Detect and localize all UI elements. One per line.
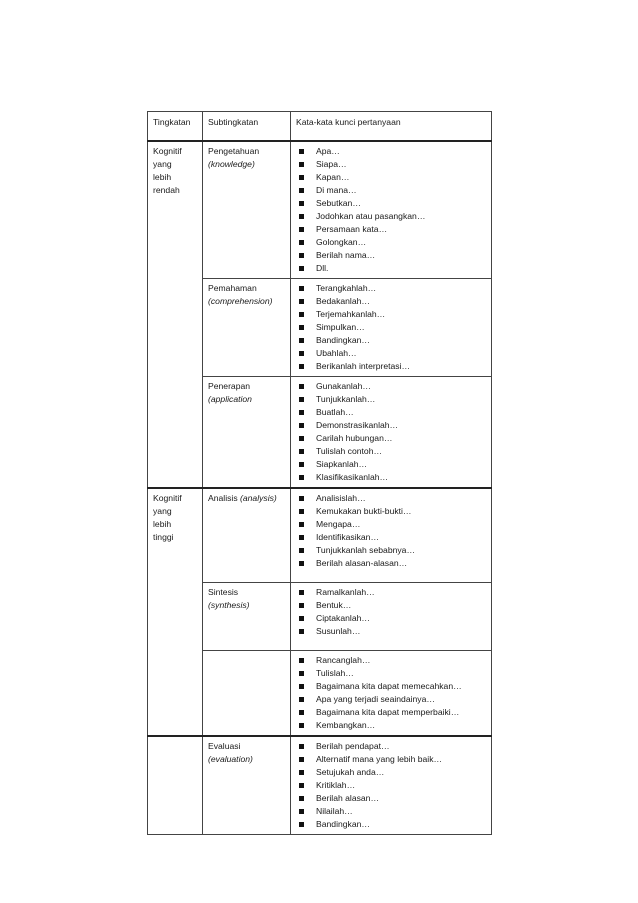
level-cell (148, 141, 203, 488)
keyword-item: Tulislah contoh… (296, 445, 486, 458)
keyword-item: Rancanglah… (296, 654, 486, 667)
keyword-item: Tunjukkanlah sebabnya… (296, 544, 486, 557)
keyword-item: Ramalkanlah… (296, 586, 486, 599)
keyword-item: Identifikasikan… (296, 531, 486, 544)
subtingkatan-cell (203, 377, 291, 489)
keyword-item: Ciptakanlah… (296, 612, 486, 625)
subtingkatan-name: Penerapan (208, 381, 251, 391)
subtingkatan-cell (203, 141, 291, 279)
keyword-item: Tunjukkanlah… (296, 393, 486, 406)
keywords-cell (291, 488, 492, 583)
subtingkatan-cell (203, 736, 291, 835)
level-label-line: rendah (153, 185, 180, 195)
subtingkatan-name: Analisis (208, 493, 238, 503)
keyword-item: Buatlah… (296, 406, 486, 419)
keywords-cell (291, 583, 492, 651)
keyword-item: Kritiklah… (296, 779, 486, 792)
keyword-item: Bandingkan… (296, 334, 486, 347)
keyword-item: Terangkahlah… (296, 282, 486, 295)
keyword-item: Apa… (296, 145, 486, 158)
level-label-line: lebih (153, 172, 172, 182)
level-label-line: yang (153, 506, 172, 516)
keyword-item: Ubahlah… (296, 347, 486, 360)
table-row (148, 141, 492, 279)
keyword-item: Bentuk… (296, 599, 486, 612)
keywords-cell (291, 141, 492, 279)
header-kata-kunci: Kata-kata kunci pertanyaan (291, 112, 492, 142)
level-label-line: tinggi (153, 532, 174, 542)
keyword-item: Jodohkan atau pasangkan… (296, 210, 486, 223)
keyword-list (296, 654, 486, 732)
keyword-item: Alternatif mana yang lebih baik… (296, 753, 486, 766)
keyword-item: Sebutkan… (296, 197, 486, 210)
keyword-item: Siapa… (296, 158, 486, 171)
header-tingkatan: Tingkatan (148, 112, 203, 142)
table-body (148, 141, 492, 835)
keywords-cell (291, 377, 492, 489)
keyword-item: Berilah nama… (296, 249, 486, 262)
keyword-item: Di mana… (296, 184, 486, 197)
keyword-item: Bagaimana kita dapat memperbaiki… (296, 706, 486, 719)
subtingkatan-cell (203, 488, 291, 583)
keyword-item: Setujukah anda… (296, 766, 486, 779)
keyword-item: Susunlah… (296, 625, 486, 638)
keyword-item: Bandingkan… (296, 818, 486, 831)
keywords-cell (291, 279, 492, 377)
subtingkatan-english: (synthesis) (208, 600, 250, 610)
subtingkatan-name: Pengetahuan (208, 146, 260, 156)
subtingkatan-english: (comprehension) (208, 296, 273, 306)
keyword-item: Persamaan kata… (296, 223, 486, 236)
keyword-list (296, 740, 486, 831)
subtingkatan-english: (application (208, 394, 252, 404)
keyword-item: Terjemahkanlah… (296, 308, 486, 321)
keyword-item: Berilah alasan… (296, 792, 486, 805)
keyword-item: Dll. (296, 262, 486, 275)
level-label-line: lebih (153, 519, 172, 529)
keyword-item: Mengapa… (296, 518, 486, 531)
keyword-item: Kembangkan… (296, 719, 486, 732)
keyword-item: Berikanlah interpretasi… (296, 360, 486, 373)
header-subtingkatan: Subtingkatan (203, 112, 291, 142)
subtingkatan-name: Sintesis (208, 587, 239, 597)
keyword-item: Kapan… (296, 171, 486, 184)
keyword-item: Apa yang terjadi seaindainya… (296, 693, 486, 706)
table-row (148, 488, 492, 583)
keyword-item: Carilah hubungan… (296, 432, 486, 445)
keyword-item: Golongkan… (296, 236, 486, 249)
level-label-line: Kognitif (153, 146, 182, 156)
keyword-item: Berilah pendapat… (296, 740, 486, 753)
keyword-list (296, 586, 486, 638)
keyword-item: Bedakanlah… (296, 295, 486, 308)
subtingkatan-cell (203, 651, 291, 737)
keyword-item: Bagaimana kita dapat memecahkan… (296, 680, 486, 693)
subtingkatan-english: (knowledge) (208, 159, 255, 169)
subtingkatan-name: Pemahaman (208, 283, 257, 293)
keyword-item: Kemukakan bukti-bukti… (296, 505, 486, 518)
level-label-line: Kognitif (153, 493, 182, 503)
keyword-item: Nilailah… (296, 805, 486, 818)
keywords-cell (291, 651, 492, 737)
subtingkatan-name: Evaluasi (208, 741, 241, 751)
keyword-list (296, 282, 486, 373)
keyword-item: Siapkanlah… (296, 458, 486, 471)
keyword-item: Simpulkan… (296, 321, 486, 334)
bloom-taxonomy-table (147, 111, 492, 835)
keyword-item: Analisislah… (296, 492, 486, 505)
level-label-line: yang (153, 159, 172, 169)
keyword-list (296, 380, 486, 484)
subtingkatan-cell (203, 279, 291, 377)
subtingkatan-cell (203, 583, 291, 651)
keyword-item: Demonstrasikanlah… (296, 419, 486, 432)
keyword-item: Gunakanlah… (296, 380, 486, 393)
keyword-item: Berilah alasan-alasan… (296, 557, 486, 570)
keyword-list (296, 145, 486, 275)
level-cell (148, 488, 203, 736)
keyword-list (296, 492, 486, 570)
subtingkatan-english: (analysis) (240, 493, 277, 503)
keywords-cell (291, 736, 492, 835)
subtingkatan-english: (evaluation) (208, 754, 253, 764)
level-cell (148, 736, 203, 835)
keyword-item: Tulislah… (296, 667, 486, 680)
table-row (148, 736, 492, 835)
keyword-item: Klasifikasikanlah… (296, 471, 486, 484)
table-header-row (148, 112, 492, 142)
